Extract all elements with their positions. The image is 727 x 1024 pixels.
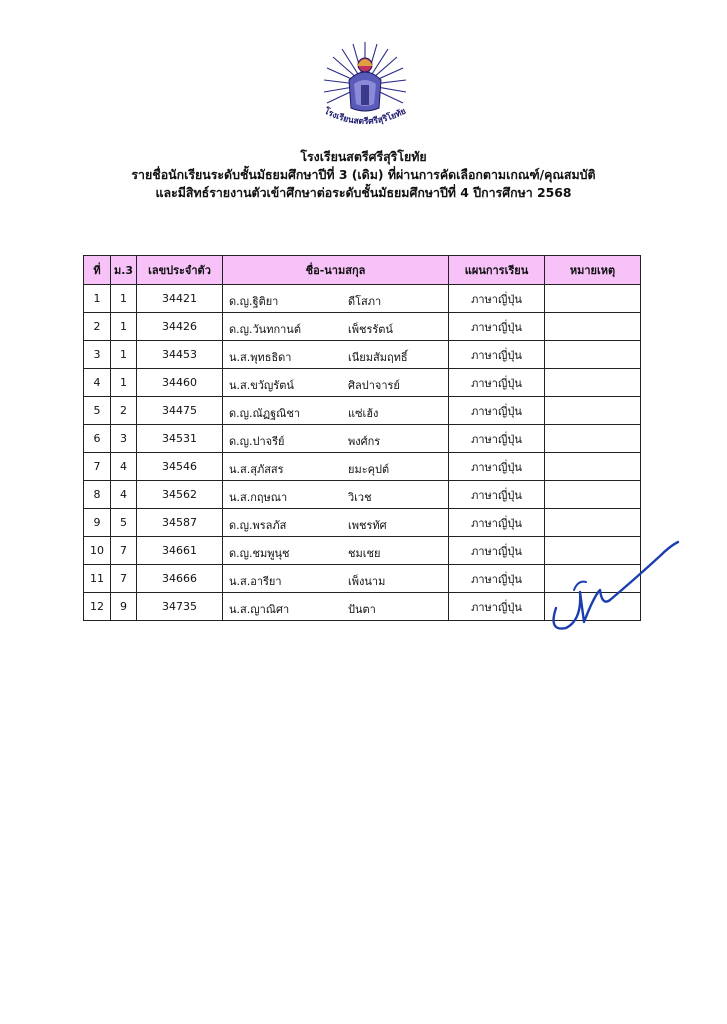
row-plan: ภาษาญี่ปุ่น xyxy=(449,285,545,313)
row-no: 7 xyxy=(84,453,111,481)
table-header-row xyxy=(84,256,641,285)
row-class: 3 xyxy=(111,425,137,453)
row-plan: ภาษาญี่ปุ่น xyxy=(449,313,545,341)
row-name xyxy=(223,509,449,537)
first-name: ด.ญ.ณัฏฐณิชา xyxy=(229,407,301,420)
first-name: ด.ญ.วันทกานต์ xyxy=(229,323,301,336)
row-plan: ภาษาญี่ปุ่น xyxy=(449,537,545,565)
school-logo xyxy=(305,40,425,140)
row-name xyxy=(223,341,449,369)
row-no: 12 xyxy=(84,593,111,621)
row-class: 7 xyxy=(111,537,137,565)
col-header-note: หมายเหตุ xyxy=(545,256,641,285)
first-name: น.ส.อารียา xyxy=(229,575,282,588)
table-row xyxy=(84,397,641,425)
row-student-id: 34546 xyxy=(137,453,223,481)
first-name: ด.ญ.ปาจรีย์ xyxy=(229,435,285,448)
row-note xyxy=(545,341,641,369)
table-row xyxy=(84,313,641,341)
row-student-id: 34475 xyxy=(137,397,223,425)
row-plan: ภาษาญี่ปุ่น xyxy=(449,565,545,593)
last-name: แซ่เฮ้ง xyxy=(348,407,379,420)
row-class: 1 xyxy=(111,369,137,397)
row-student-id: 34460 xyxy=(137,369,223,397)
school-name: โรงเรียนสตรีศรีสุริโยทัย xyxy=(300,149,427,164)
row-no: 6 xyxy=(84,425,111,453)
logo-caption: โรงเรียนสตรีศรีสุริโยทัย xyxy=(322,106,408,128)
row-class: 2 xyxy=(111,397,137,425)
row-no: 11 xyxy=(84,565,111,593)
signature-stroke xyxy=(554,542,678,629)
row-name xyxy=(223,397,449,425)
last-name: วิเวช xyxy=(348,491,372,504)
first-name: น.ส.ญาณิศา xyxy=(229,603,290,616)
document-title-line-2: และมีสิทธ์รายงานตัวเข้าศึกษาต่อระดับชั้นมัธยมศึกษาปีที่ 4 ปีการศึกษา 2568 xyxy=(155,185,572,200)
col-header-name: ชื่อ-นามสกุล xyxy=(223,256,449,285)
row-class: 1 xyxy=(111,341,137,369)
row-plan: ภาษาญี่ปุ่น xyxy=(449,453,545,481)
signature-stroke-2 xyxy=(574,582,586,590)
first-name: น.ส.กฤษณา xyxy=(229,491,288,504)
row-student-id: 34426 xyxy=(137,313,223,341)
first-name: ด.ญ.ฐิติยา xyxy=(229,295,279,308)
last-name: เพ็ชรรัตน์ xyxy=(348,323,393,336)
row-no: 8 xyxy=(84,481,111,509)
row-student-id: 34421 xyxy=(137,285,223,313)
row-no: 4 xyxy=(84,369,111,397)
row-no: 9 xyxy=(84,509,111,537)
row-plan: ภาษาญี่ปุ่น xyxy=(449,509,545,537)
signature-icon xyxy=(538,530,688,640)
row-name xyxy=(223,313,449,341)
row-name xyxy=(223,537,449,565)
row-note xyxy=(545,285,641,313)
first-name: ด.ญ.พรลภัส xyxy=(229,519,287,532)
row-class: 5 xyxy=(111,509,137,537)
row-no: 1 xyxy=(84,285,111,313)
row-student-id: 34661 xyxy=(137,537,223,565)
table-row xyxy=(84,341,641,369)
row-note xyxy=(545,425,641,453)
last-name: เพ็งนาม xyxy=(348,575,386,588)
last-name: เพชรทัศ xyxy=(348,519,387,532)
row-student-id: 34453 xyxy=(137,341,223,369)
row-plan: ภาษาญี่ปุ่น xyxy=(449,593,545,621)
first-name: น.ส.ขวัญรัตน์ xyxy=(229,379,294,392)
document-header xyxy=(0,148,727,202)
row-class: 4 xyxy=(111,481,137,509)
row-class: 9 xyxy=(111,593,137,621)
last-name: เนียมสัมฤทธิ์ xyxy=(348,351,408,364)
row-name xyxy=(223,565,449,593)
document-title-line-1: รายชื่อนักเรียนระดับชั้นมัธยมศึกษาปีที่ 3 (เดิม) ที่ผ่านการคัดเลือกตามเกณฑ์/คุณสมบัติ xyxy=(131,167,596,182)
row-plan: ภาษาญี่ปุ่น xyxy=(449,481,545,509)
table-row xyxy=(84,369,641,397)
last-name: ชมเชย xyxy=(348,547,381,560)
col-header-plan: แผนการเรียน xyxy=(449,256,545,285)
row-student-id: 34531 xyxy=(137,425,223,453)
row-plan: ภาษาญี่ปุ่น xyxy=(449,425,545,453)
table-row xyxy=(84,425,641,453)
row-class: 7 xyxy=(111,565,137,593)
row-class: 4 xyxy=(111,453,137,481)
col-header-student-id: เลขประจำตัว xyxy=(137,256,223,285)
row-name xyxy=(223,453,449,481)
row-no: 2 xyxy=(84,313,111,341)
row-plan: ภาษาญี่ปุ่น xyxy=(449,369,545,397)
table-row xyxy=(84,285,641,313)
row-note xyxy=(545,481,641,509)
row-note xyxy=(545,369,641,397)
row-name xyxy=(223,593,449,621)
table-row xyxy=(84,453,641,481)
row-class: 1 xyxy=(111,285,137,313)
crest-figure xyxy=(349,58,381,111)
row-no: 5 xyxy=(84,397,111,425)
row-no: 10 xyxy=(84,537,111,565)
row-class: 1 xyxy=(111,313,137,341)
row-student-id: 34666 xyxy=(137,565,223,593)
last-name: ศิลปาจารย์ xyxy=(348,379,400,392)
last-name: ยมะคุปต์ xyxy=(348,463,390,476)
row-name xyxy=(223,425,449,453)
row-no: 3 xyxy=(84,341,111,369)
first-name: ด.ญ.ชมพูนุช xyxy=(229,547,290,560)
last-name: พงศ์กร xyxy=(348,435,381,448)
col-header-class: ม.3 xyxy=(111,256,137,285)
last-name: ปันตา xyxy=(348,603,376,616)
row-note xyxy=(545,313,641,341)
row-name xyxy=(223,369,449,397)
table-row xyxy=(84,481,641,509)
row-student-id: 34587 xyxy=(137,509,223,537)
col-header-no: ที่ xyxy=(84,256,111,285)
row-name xyxy=(223,481,449,509)
row-plan: ภาษาญี่ปุ่น xyxy=(449,341,545,369)
first-name: น.ส.พุทธธิดา xyxy=(229,351,292,364)
row-student-id: 34735 xyxy=(137,593,223,621)
row-student-id: 34562 xyxy=(137,481,223,509)
first-name: น.ส.สุภัสสร xyxy=(229,463,284,476)
row-note xyxy=(545,453,641,481)
row-name xyxy=(223,285,449,313)
row-plan: ภาษาญี่ปุ่น xyxy=(449,397,545,425)
row-note xyxy=(545,397,641,425)
last-name: ดีโสภา xyxy=(348,295,382,308)
